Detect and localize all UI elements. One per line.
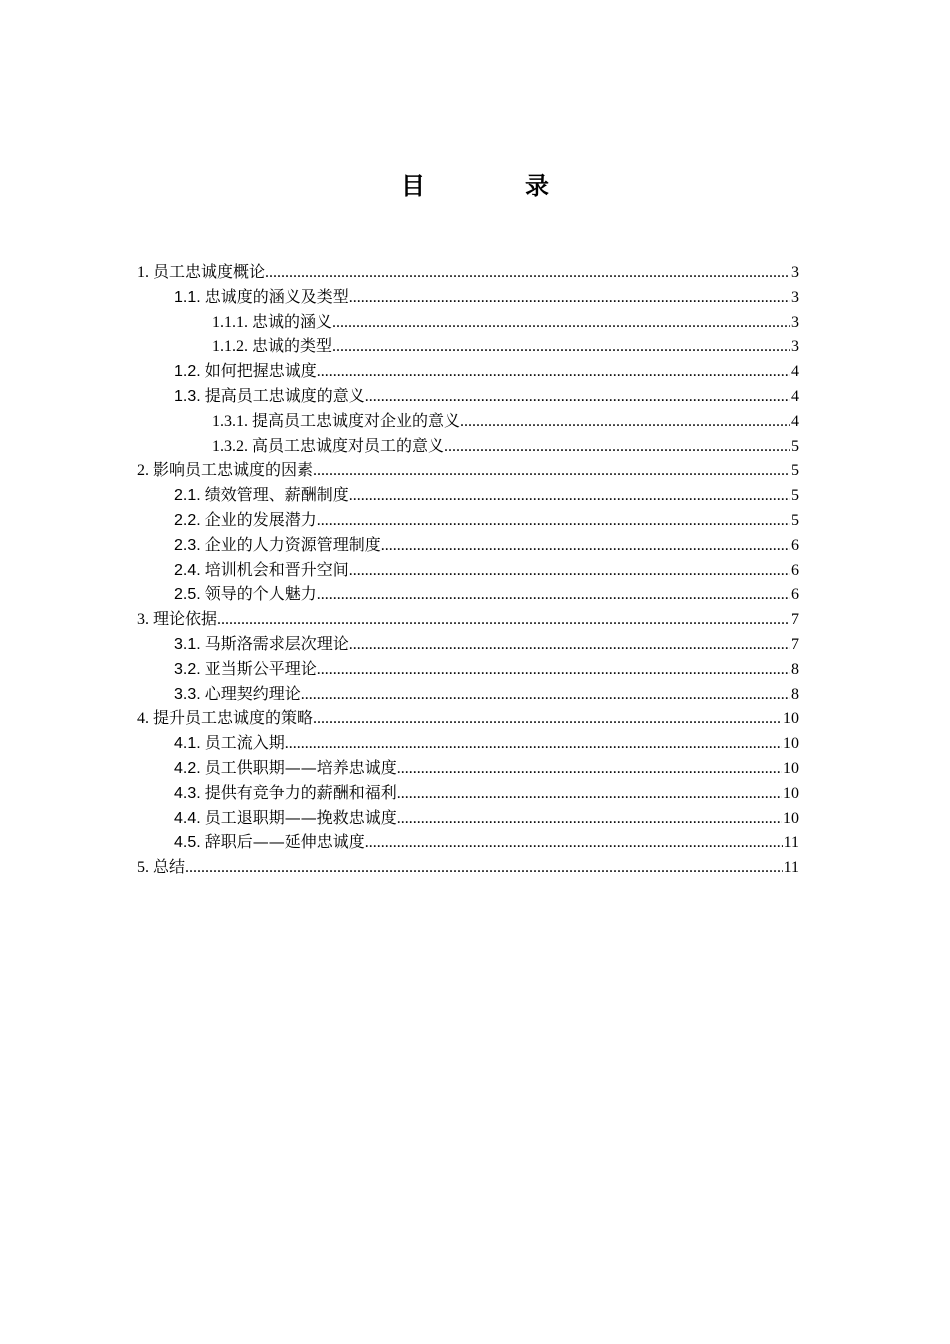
toc-entry-number: 1.1.1. <box>212 313 248 331</box>
toc-entry-page-number: 7 <box>791 635 799 653</box>
toc-entry[interactable] <box>137 558 799 583</box>
toc-entry-title: 员工退职期——挽救忠诚度 <box>204 807 397 827</box>
toc-entry-number: 4.1. <box>174 735 201 753</box>
toc-dot-leader <box>185 856 783 881</box>
toc-entry-page-number: 10 <box>783 710 799 728</box>
toc-entry-number: 5. <box>137 859 149 877</box>
toc-entry[interactable] <box>137 384 799 409</box>
toc-dot-leader <box>349 559 790 584</box>
toc-dot-leader <box>265 261 790 286</box>
toc-entry-page-number: 5 <box>791 437 799 455</box>
toc-entry[interactable] <box>137 706 799 731</box>
toc-entry[interactable] <box>137 830 799 855</box>
toc-entry-page-number: 10 <box>783 735 799 753</box>
toc-entry-page-number: 8 <box>791 660 799 678</box>
toc-entry-number: 4.3. <box>174 784 201 802</box>
toc-dot-leader <box>365 831 783 856</box>
toc-entry-page-number: 3 <box>791 338 799 356</box>
toc-dot-leader <box>332 335 790 360</box>
toc-entry-number: 1.1.2. <box>212 338 248 356</box>
toc-dot-leader <box>397 782 782 807</box>
toc-entry-title: 总结 <box>153 857 186 877</box>
toc-entry-title: 心理契约理论 <box>204 683 301 703</box>
toc-entry-number: 3.2. <box>174 660 201 678</box>
toc-entry-title: 忠诚度的涵义及类型 <box>204 286 349 306</box>
toc-entry[interactable] <box>137 855 799 880</box>
toc-entry[interactable] <box>137 334 799 359</box>
toc-entry[interactable] <box>137 682 799 707</box>
toc-dot-leader <box>397 757 782 782</box>
toc-entry-title: 马斯洛需求层次理论 <box>204 633 349 653</box>
toc-entry-title: 理论依据 <box>153 609 218 629</box>
toc-entry[interactable] <box>137 458 799 483</box>
toc-entry-page-number: 11 <box>783 859 799 877</box>
toc-entry-title: 绩效管理、薪酬制度 <box>204 485 349 505</box>
toc-dot-leader <box>365 385 790 410</box>
toc-entry-title: 忠诚的类型 <box>252 336 333 356</box>
toc-entry-page-number: 6 <box>791 536 799 554</box>
toc-entry[interactable] <box>137 483 799 508</box>
toc-entry-number: 1. <box>137 264 149 281</box>
toc-dot-leader <box>397 807 782 832</box>
toc-entry-number: 3.1. <box>174 635 201 653</box>
toc-entry-page-number: 4 <box>791 412 799 430</box>
toc-dot-leader <box>317 360 790 385</box>
toc-entry-number: 4.2. <box>174 759 201 777</box>
toc-dot-leader <box>460 410 790 435</box>
toc-dot-leader <box>285 732 782 757</box>
toc-entry[interactable] <box>137 607 799 632</box>
toc-dot-leader <box>317 658 790 683</box>
toc-entry[interactable] <box>137 310 799 335</box>
toc-dot-leader <box>381 534 790 559</box>
toc-entry-title: 高员工忠诚度对员工的意义 <box>252 435 445 455</box>
toc-title: 目 录 <box>401 172 587 200</box>
toc-list <box>137 260 799 880</box>
toc-entry[interactable] <box>137 359 799 384</box>
toc-dot-leader <box>332 311 790 336</box>
toc-entry-title: 领导的个人魅力 <box>204 584 317 604</box>
toc-entry-number: 2. <box>137 462 149 480</box>
toc-entry[interactable] <box>137 582 799 607</box>
toc-entry-number: 1.3.2. <box>212 437 248 455</box>
toc-entry-title: 企业的发展潜力 <box>204 509 317 529</box>
toc-entry-page-number: 5 <box>791 487 799 505</box>
toc-entry-number: 1.3. <box>174 387 201 405</box>
toc-entry-number: 1.1. <box>174 288 201 306</box>
toc-entry[interactable] <box>137 657 799 682</box>
toc-entry-title: 亚当斯公平理论 <box>204 658 317 678</box>
toc-entry-title: 忠诚的涵义 <box>252 311 333 331</box>
toc-entry-page-number: 10 <box>783 784 799 802</box>
toc-entry-number: 2.3. <box>174 536 201 554</box>
toc-entry[interactable] <box>137 781 799 806</box>
toc-entry-page-number: 10 <box>783 759 799 777</box>
toc-entry-title: 员工供职期——培养忠诚度 <box>204 757 397 777</box>
toc-entry-page-number: 11 <box>783 834 799 852</box>
toc-entry[interactable] <box>137 756 799 781</box>
toc-entry-page-number: 5 <box>791 462 799 480</box>
toc-entry[interactable] <box>137 434 799 459</box>
toc-entry-number: 2.4. <box>174 561 201 579</box>
toc-entry-number: 4.5. <box>174 834 201 852</box>
toc-entry-page-number: 6 <box>791 561 799 579</box>
toc-entry-number: 4. <box>137 710 149 728</box>
toc-entry-number: 3. <box>137 611 149 629</box>
toc-entry-page-number: 3 <box>791 288 799 306</box>
toc-entry-page-number: 4 <box>791 387 799 405</box>
toc-entry-number: 4.4. <box>174 809 201 827</box>
toc-dot-leader <box>313 707 782 732</box>
toc-entry[interactable] <box>137 731 799 756</box>
toc-entry-page-number: 6 <box>791 586 799 604</box>
toc-entry-title: 员工忠诚度概论 <box>153 262 266 281</box>
toc-entry-number: 3.3. <box>174 685 201 703</box>
toc-entry-title: 企业的人力资源管理制度 <box>204 534 381 554</box>
toc-entry-number: 1.2. <box>174 363 201 381</box>
toc-entry-number: 2.1. <box>174 487 201 505</box>
toc-entry-page-number: 3 <box>791 264 799 281</box>
toc-entry[interactable] <box>137 806 799 831</box>
toc-entry-title: 影响员工忠诚度的因素 <box>153 460 314 480</box>
toc-dot-leader <box>301 683 790 708</box>
toc-entry-title: 如何把握忠诚度 <box>204 361 317 381</box>
toc-entry-title: 员工流入期 <box>204 733 285 753</box>
toc-dot-leader <box>317 509 790 534</box>
toc-entry[interactable] <box>137 260 799 285</box>
toc-entry[interactable] <box>137 409 799 434</box>
toc-entry-page-number: 3 <box>791 313 799 331</box>
toc-entry-page-number: 4 <box>791 363 799 381</box>
toc-dot-leader <box>349 286 790 311</box>
toc-dot-leader <box>444 435 790 460</box>
toc-entry[interactable] <box>137 533 799 558</box>
toc-entry-page-number: 8 <box>791 685 799 703</box>
toc-entry[interactable] <box>137 632 799 657</box>
toc-entry-title: 提高员工忠诚度的意义 <box>204 385 365 405</box>
toc-dot-leader <box>217 608 790 633</box>
toc-dot-leader <box>349 484 790 509</box>
toc-entry-title: 辞职后——延伸忠诚度 <box>204 832 365 852</box>
toc-entry-page-number: 5 <box>791 511 799 529</box>
toc-entry[interactable] <box>137 508 799 533</box>
toc-entry-title: 提升员工忠诚度的策略 <box>153 708 314 728</box>
toc-entry-number: 2.2. <box>174 511 201 529</box>
toc-entry-title: 提高员工忠诚度对企业的意义 <box>252 410 461 430</box>
toc-entry-title: 培训机会和晋升空间 <box>204 559 349 579</box>
toc-entry-number: 1.3.1. <box>212 412 248 430</box>
toc-dot-leader <box>313 459 790 484</box>
toc-entry-number: 2.5. <box>174 586 201 604</box>
toc-dot-leader <box>349 633 790 658</box>
toc-dot-leader <box>317 583 790 608</box>
toc-entry-page-number: 10 <box>783 809 799 827</box>
toc-entry[interactable] <box>137 285 799 310</box>
toc-entry-page-number: 7 <box>791 611 799 629</box>
toc-entry-title: 提供有竞争力的薪酬和福利 <box>204 782 397 802</box>
